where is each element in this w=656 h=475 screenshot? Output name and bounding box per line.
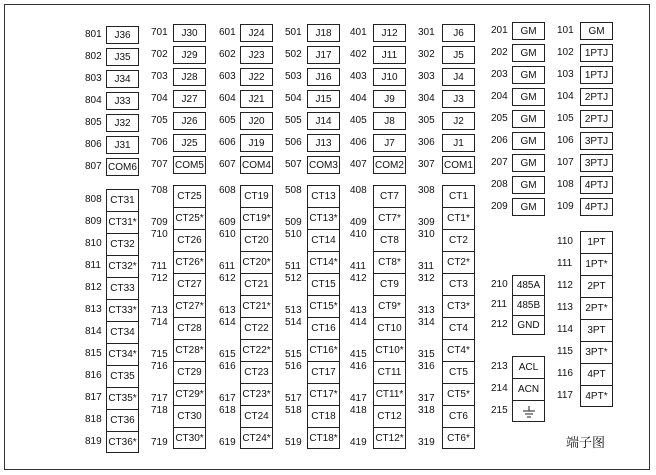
terminal-label: 4PTJ [580,176,613,194]
terminal-label: J10 [373,68,406,86]
ground-cell [512,400,545,422]
terminal-label: 1PTJ [580,66,613,84]
terminal-label: CT14 [307,229,340,251]
terminal-label: CT7* [373,207,406,229]
terminal-number: 109 [557,201,574,212]
terminal-label: CT9* [373,295,406,317]
terminal-label: GM [512,66,545,84]
terminal-label: CT19* [240,207,273,229]
terminal-number: 106 [557,135,574,146]
terminal-label: J1 [442,134,475,152]
terminal-number: 806 [85,139,102,150]
terminal-label: CT6* [442,427,475,449]
terminal-label: CT10* [373,339,406,361]
terminal-label: CT22* [240,339,273,361]
terminal-number: 717 [151,393,168,404]
terminal-number: 611 [219,261,235,272]
terminal-label: CT17* [307,383,340,405]
terminal-label: J8 [373,112,406,130]
terminal-number: 416 [350,361,367,372]
ground-icon [522,406,536,418]
terminal-number: 506 [285,137,302,148]
terminal-number: 201 [491,25,508,36]
terminal-number: 801 [85,29,102,40]
terminal-label: GND [512,315,545,335]
terminal-label: 4PT [580,363,613,385]
terminal-number: 505 [285,115,302,126]
terminal-number: 501 [285,27,302,38]
terminal-label: CT29* [173,383,206,405]
terminal-label: CT3 [442,273,475,295]
terminal-number: 718 [151,405,168,416]
terminal-number: 810 [85,238,102,249]
terminal-number: 103 [557,69,574,80]
terminal-number: 114 [557,324,573,335]
terminal-number: 204 [491,91,508,102]
terminal-label: CT31* [106,211,139,233]
terminal-number: 303 [418,71,435,82]
terminal-label: CT20* [240,251,273,273]
terminal-number: 504 [285,93,302,104]
terminal-number: 819 [85,436,102,447]
terminal-number: 613 [219,305,236,316]
terminal-number: 112 [557,280,573,291]
terminal-number: 518 [285,405,302,416]
terminal-label: COM4 [240,156,273,174]
terminal-label: J23 [240,46,273,64]
terminal-label: 2PTJ [580,88,613,106]
terminal-label: CT6 [442,405,475,427]
terminal-number: 213 [491,361,508,372]
terminal-label: J7 [373,134,406,152]
terminal-label: CT18 [307,405,340,427]
terminal-number: 608 [219,185,236,196]
terminal-number: 206 [491,135,508,146]
terminal-number: 707 [151,159,168,170]
terminal-label: J36 [106,26,139,44]
terminal-number: 813 [85,304,102,315]
terminal-label: CT25 [177,190,202,202]
terminal-number: 818 [85,414,102,425]
terminal-number: 212 [491,319,508,330]
terminal-number: 203 [491,69,508,80]
terminal-label: CT36* [106,431,139,453]
terminal-label: CT16* [307,339,340,361]
terminal-label: CT35* [106,387,139,409]
terminal-label: GM [512,88,545,106]
terminal-number: 805 [85,117,102,128]
terminal-label: CT21* [240,295,273,317]
terminal-label: CT12 [373,405,406,427]
terminal-label: 2PT* [580,297,613,319]
terminal-number: 408 [350,185,367,196]
terminal-number: 616 [219,361,236,372]
terminal-number: 301 [418,27,435,38]
terminal-label: 1PT* [580,253,613,275]
terminal-label: CT17 [307,361,340,383]
terminal-label: GM [580,22,613,40]
terminal-label: CT11 [373,361,406,383]
terminal-label: CT28 [173,317,206,339]
terminal-number: 210 [491,279,508,290]
terminal-label: GM [512,176,545,194]
terminal-label: J26 [173,112,206,130]
terminal-number: 401 [350,27,367,38]
terminal-label: CT32* [106,255,139,277]
terminal-number: 513 [285,305,302,316]
terminal-label: CT13* [307,207,340,229]
terminal-number: 315 [418,349,435,360]
terminal-number: 615 [219,349,236,360]
terminal-number: 309 [418,217,435,228]
terminal-number: 406 [350,137,367,148]
terminal-number: 812 [85,282,102,293]
terminal-number: 316 [418,361,435,372]
terminal-number: 205 [491,113,508,124]
terminal-number: 619 [219,437,236,448]
terminal-label: CT4* [442,339,475,361]
terminal-number: 609 [219,217,236,228]
terminal-label: 2PT [580,275,613,297]
terminal-label: J21 [240,90,273,108]
terminal-label: 2PTJ [580,110,613,128]
terminal-label: CT7 [380,190,399,202]
terminal-number: 509 [285,217,302,228]
terminal-number: 319 [418,437,435,448]
terminal-number: 817 [85,392,102,403]
terminal-label: 3PTJ [580,154,613,172]
terminal-label: CT33 [106,277,139,299]
terminal-number: 415 [350,349,367,360]
terminal-number: 507 [285,159,302,170]
terminal-number: 815 [85,348,102,359]
terminal-label: CT1 [449,190,468,202]
terminal-number: 410 [350,229,367,240]
terminal-number: 614 [219,317,236,328]
terminal-label: CT32 [106,233,139,255]
terminal-label: CT27* [173,295,206,317]
terminal-label: CT12* [373,427,406,449]
terminal-label: J35 [106,48,139,66]
terminal-number: 417 [350,393,367,404]
terminal-number: 306 [418,137,435,148]
terminal-number: 514 [285,317,302,328]
terminal-number: 704 [151,93,168,104]
terminal-label: CT10 [373,317,406,339]
terminal-number: 111 [557,258,573,269]
terminal-label: CT24 [240,405,273,427]
terminal-number: 313 [418,305,435,316]
terminal-label: COM5 [173,156,206,174]
terminal-number: 310 [418,229,435,240]
terminal-number: 211 [491,299,507,310]
terminal-number: 606 [219,137,236,148]
terminal-number: 804 [85,95,102,106]
terminal-number: 308 [418,185,435,196]
terminal-label: CT35 [106,365,139,387]
terminal-number: 802 [85,51,102,62]
terminal-number: 713 [151,305,168,316]
terminal-label: CT16 [307,317,340,339]
terminal-number: 701 [151,27,168,38]
terminal-label: J29 [173,46,206,64]
terminal-number: 209 [491,201,508,212]
terminal-number: 601 [219,27,236,38]
terminal-label: CT26* [173,251,206,273]
terminal-number: 719 [151,437,168,448]
terminal-label: CT5* [442,383,475,405]
terminal-number: 711 [151,261,167,272]
terminal-label: CT2 [442,229,475,251]
terminal-label: 485B [512,295,545,315]
terminal-label: CT18* [307,427,340,449]
terminal-label: COM3 [307,156,340,174]
terminal-number: 510 [285,229,302,240]
terminal-number: 515 [285,349,302,360]
terminal-number: 716 [151,361,168,372]
terminal-label: J6 [442,24,475,42]
terminal-label: GM [512,22,545,40]
terminal-label: CT31 [110,194,135,206]
terminal-number: 403 [350,71,367,82]
terminal-label: J31 [106,136,139,154]
terminal-number: 107 [557,157,574,168]
terminal-number: 605 [219,115,236,126]
terminal-label: CT30 [173,405,206,427]
terminal-number: 116 [557,368,573,379]
terminal-number: 702 [151,49,168,60]
terminal-number: 113 [557,302,573,313]
terminal-label: J19 [240,134,273,152]
terminal-label: GM [512,110,545,128]
terminal-label: 3PT [580,319,613,341]
terminal-label: J3 [442,90,475,108]
terminal-number: 503 [285,71,302,82]
terminal-label: J9 [373,90,406,108]
terminal-label: COM2 [373,156,406,174]
terminal-label: CT23 [240,361,273,383]
terminal-number: 814 [85,326,102,337]
terminal-label: CT15 [307,273,340,295]
terminal-label: J4 [442,68,475,86]
terminal-label: CT13 [311,190,336,202]
terminal-number: 809 [85,216,102,227]
terminal-label: CT34* [106,343,139,365]
terminal-number: 508 [285,185,302,196]
terminal-label: J12 [373,24,406,42]
diagram-title: 端子图 [566,435,606,450]
terminal-label: CT23* [240,383,273,405]
terminal-number: 202 [491,47,508,58]
terminal-number: 407 [350,159,367,170]
terminal-label: CT33* [106,299,139,321]
terminal-label: CT30* [173,427,206,449]
terminal-label: CT14* [307,251,340,273]
terminal-number: 414 [350,317,367,328]
terminal-number: 703 [151,71,168,82]
terminal-label: CT4 [442,317,475,339]
terminal-number: 706 [151,137,168,148]
terminal-label: J13 [307,134,340,152]
terminal-number: 610 [219,229,236,240]
terminal-label: CT19 [244,190,269,202]
terminal-number: 304 [418,93,435,104]
terminal-label: J15 [307,90,340,108]
terminal-label: J24 [240,24,273,42]
terminal-number: 110 [557,236,573,247]
terminal-label: J32 [106,114,139,132]
terminal-label: CT11* [373,383,406,405]
terminal-label: CT9 [373,273,406,295]
terminal-label: J18 [307,24,340,42]
terminal-label: 485A [516,279,541,291]
terminal-label: CT2* [442,251,475,273]
terminal-label: J14 [307,112,340,130]
terminal-label: ACL [518,361,539,373]
terminal-number: 519 [285,437,302,448]
terminal-number: 712 [151,273,168,284]
terminal-number: 708 [151,185,168,196]
terminal-number: 803 [85,73,102,84]
terminal-number: 808 [85,194,102,205]
terminal-number: 715 [151,349,168,360]
terminal-number: 208 [491,179,508,190]
terminal-number: 302 [418,49,435,60]
terminal-number: 311 [418,261,434,272]
terminal-label: CT15* [307,295,340,317]
terminal-label: 1PT [587,236,606,248]
terminal-number: 307 [418,159,435,170]
terminal-label: CT26 [173,229,206,251]
terminal-label: COM1 [442,156,475,174]
terminal-number: 512 [285,273,302,284]
terminal-label: GM [512,132,545,150]
terminal-label: J30 [173,24,206,42]
terminal-label: J5 [442,46,475,64]
terminal-label: 4PT* [580,385,613,407]
terminal-number: 412 [350,273,367,284]
terminal-label: J22 [240,68,273,86]
terminal-number: 511 [285,261,301,272]
terminal-label: CT8* [373,251,406,273]
terminal-number: 603 [219,71,236,82]
terminal-number: 807 [85,161,102,172]
terminal-label: ACN [512,378,545,400]
terminal-number: 317 [418,393,435,404]
terminal-label: CT27 [173,273,206,295]
terminal-label: 1PTJ [580,44,613,62]
terminal-label: GM [512,44,545,62]
terminal-label: J17 [307,46,340,64]
terminal-number: 604 [219,93,236,104]
terminal-number: 602 [219,49,236,60]
terminal-number: 811 [85,260,101,271]
terminal-label: CT8 [373,229,406,251]
terminal-number: 104 [557,91,574,102]
terminal-number: 517 [285,393,302,404]
terminal-number: 411 [350,261,366,272]
terminal-label: CT25* [173,207,206,229]
terminal-number: 419 [350,437,367,448]
terminal-number: 710 [151,229,168,240]
terminal-label: J20 [240,112,273,130]
terminal-number: 409 [350,217,367,228]
terminal-number: 305 [418,115,435,126]
terminal-number: 214 [491,383,508,394]
terminal-label: CT28* [173,339,206,361]
terminal-label: J2 [442,112,475,130]
terminal-label: CT21 [240,273,273,295]
terminal-number: 502 [285,49,302,60]
terminal-number: 115 [557,346,573,357]
terminal-number: 418 [350,405,367,416]
terminal-label: J16 [307,68,340,86]
terminal-label: J11 [373,46,406,64]
terminal-number: 405 [350,115,367,126]
terminal-number: 516 [285,361,302,372]
terminal-number: 816 [85,370,102,381]
terminal-number: 413 [350,305,367,316]
terminal-number: 312 [418,273,435,284]
terminal-number: 215 [491,405,508,416]
terminal-number: 402 [350,49,367,60]
terminal-label: CT5 [442,361,475,383]
terminal-label: J28 [173,68,206,86]
terminal-number: 207 [491,157,508,168]
terminal-label: CT3* [442,295,475,317]
terminal-label: CT20 [240,229,273,251]
terminal-label: J34 [106,70,139,88]
terminal-label: 3PTJ [580,132,613,150]
terminal-label: CT22 [240,317,273,339]
terminal-label: GM [512,198,545,216]
terminal-number: 618 [219,405,236,416]
terminal-label: J27 [173,90,206,108]
terminal-number: 617 [219,393,236,404]
terminal-number: 612 [219,273,236,284]
terminal-number: 105 [557,113,574,124]
terminal-label: CT29 [173,361,206,383]
terminal-label: 4PTJ [580,198,613,216]
terminal-label: CT34 [106,321,139,343]
terminal-number: 101 [557,25,574,36]
terminal-number: 318 [418,405,435,416]
terminal-label: COM6 [106,158,139,176]
terminal-label: CT1* [442,207,475,229]
terminal-number: 117 [557,390,573,401]
terminal-label: GM [512,154,545,172]
terminal-number: 404 [350,93,367,104]
terminal-number: 705 [151,115,168,126]
terminal-number: 108 [557,179,574,190]
terminal-label: J33 [106,92,139,110]
terminal-number: 607 [219,159,236,170]
terminal-number: 314 [418,317,435,328]
terminal-number: 714 [151,317,168,328]
terminal-label: CT36 [106,409,139,431]
terminal-number: 102 [557,47,574,58]
terminal-label: J25 [173,134,206,152]
terminal-number: 709 [151,217,168,228]
terminal-label: CT24* [240,427,273,449]
terminal-label: 3PT* [580,341,613,363]
